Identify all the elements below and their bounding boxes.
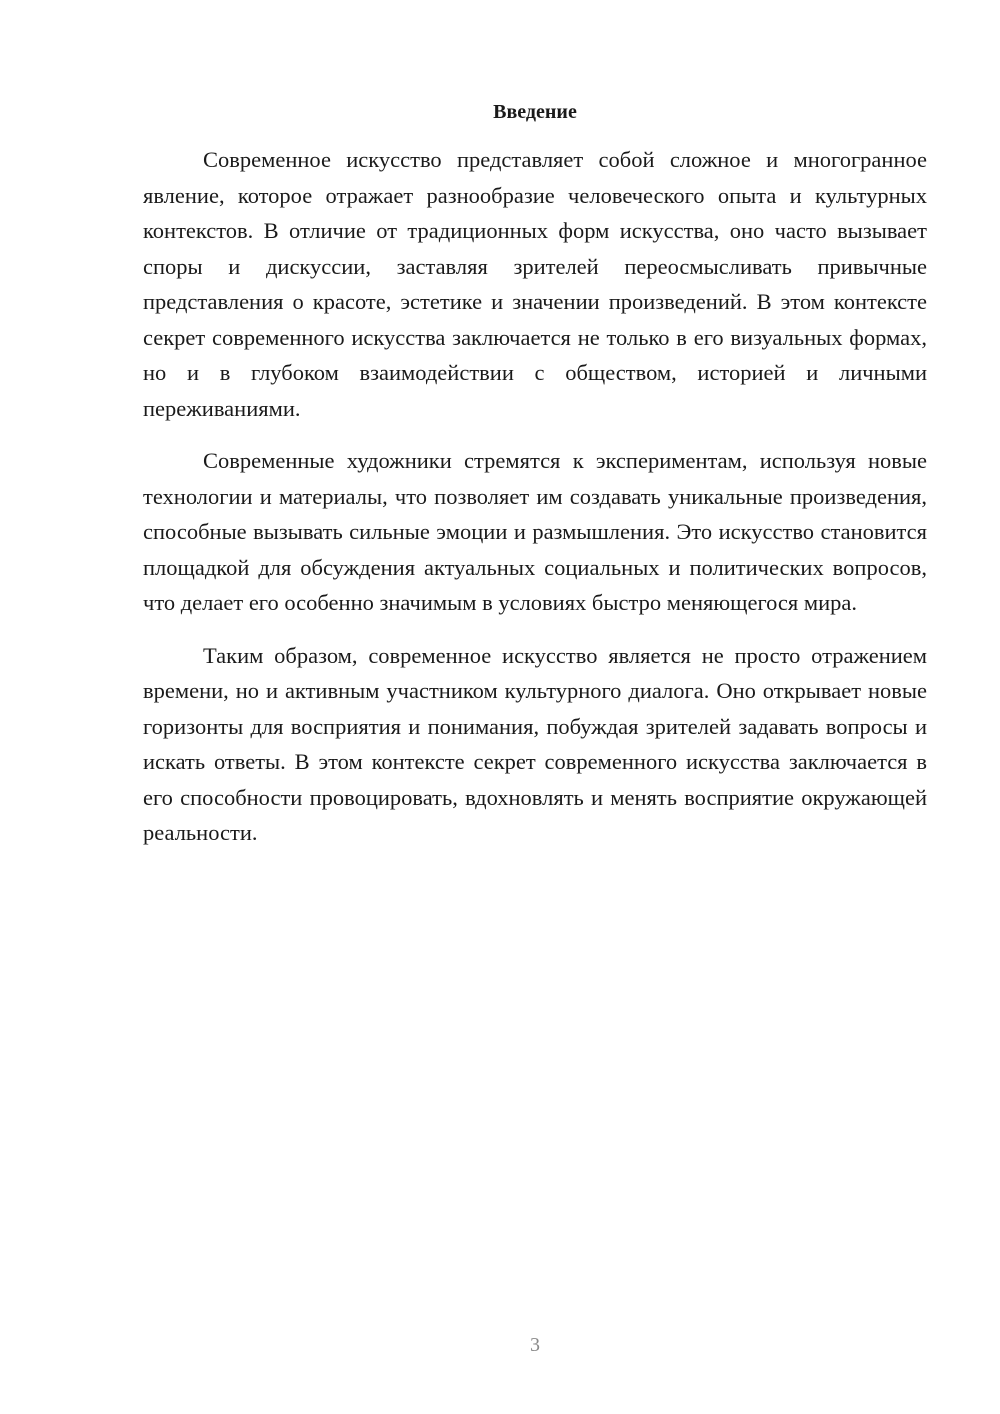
body-text (143, 142, 927, 868)
page-number: 3 (530, 1334, 540, 1356)
paragraph-2: Современные художники стремятся к экспериментам, используя новые технологии и материалы, что позволяет им создавать уникальные произведения, способные вызывать сильные эмоции и размышления. Это искусство становится площадкой для обсуждения актуальных социальных и политических вопросов, что делает его особенно значимым в условиях быстро меняющегося мира. (143, 448, 927, 615)
paragraph-3: Таким образом, современное искусство является не просто отражением времени, но и активным участником культурного диалога. Оно открывает новые горизонты для восприятия и понимания, побуждая зрителей задавать вопросы и искать ответы. В этом контексте секрет современного искусства заключается в его способности провоцировать, вдохновлять и менять восприятие окружающей реальности. (143, 642, 927, 845)
paragraph-1: Современное искусство представляет собой сложное и многогранное явление, которое отражает разнообразие человеческого опыта и культурных контекстов. В отличие от традиционных форм искусства, оно часто вызывает споры и дискуссии, заставляя зрителей переосмысливать привычные представления о красоте, эстетике и значении произведений. В этом контексте секрет современного искусства заключается не только в его визуальных формах, но и в глубоком взаимодействии с обществом, историей и личными переживаниями. (143, 147, 927, 421)
section-heading: Введение (493, 101, 577, 123)
